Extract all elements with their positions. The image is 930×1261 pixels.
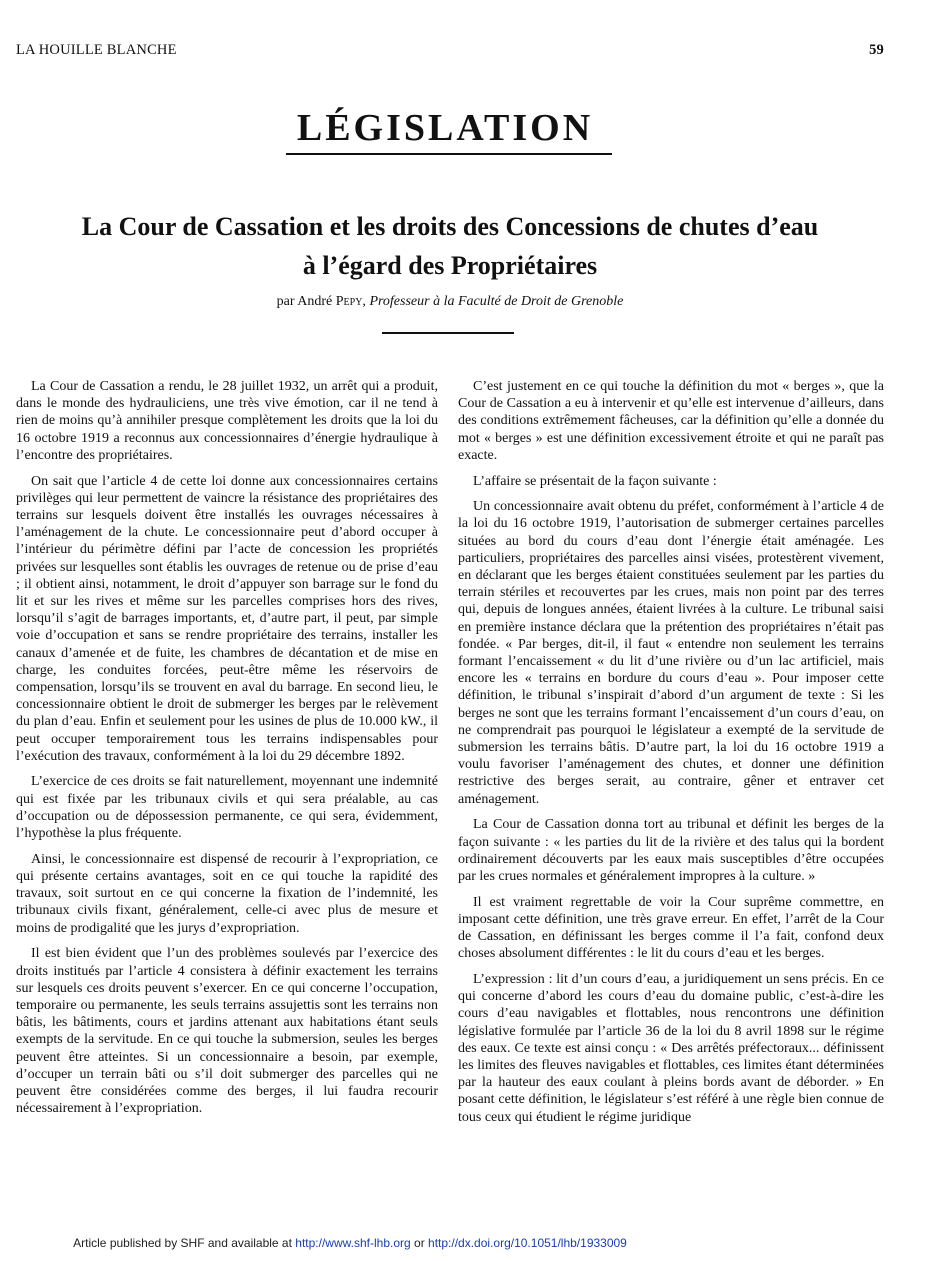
paragraph: L’affaire se présentait de la façon suivante : [473, 473, 717, 489]
paragraph: On sait que l’article 4 de cette loi donne aux concessionnaires certains privilèges qui leur permettent de vaincre la résistance des propriétaires des terrains sur lesquels doivent être installés les ouvrages nécessaires à l’aménagement de la chute. Le concessionnaire peut d’abord occuper à l’intérieur du périmètre défini par l’acte de concession les propriétés privées sur lesquelles sont établis les ouvrages de retenue ou de prise d’eau ; il obtient ainsi, notamment, le droit d’appuyer son barrage sur le fond du lit et sur les rives et même sur les parcelles comprises hors des rives, lorsqu’il s’agit de barrages importants, et, d’autre part, il peut, par simple voie d’occupation et sans se rendre propriétaire des terrains, installer les canaux d’amenée et de fuite, les chambres de décantation et de mise en charge, les conduites forcées, peut-être même les réservoirs de compensation, lorsqu’ils se trouvent en aval du barrage. En second lieu, le concessionnaire obtient le droit de submerger les berges par le relèvement du plan d’eau. Enfin et seulement pour les usines de plus de 10.000 kW., il peut occuper temporairement tous les terrains indispensables pour l’exécution des travaux, conformément à la loi du 29 décembre 1892. [16, 473, 438, 764]
paragraph: La Cour de Cassation donna tort au tribunal et définit les berges de la façon suivante : « les parties du lit de la rivière et des talus qui la bordent ordinairement découverts par les eaux mais susceptibles d’être occupées par les crues normales et généralement impropres à la culture. » [458, 817, 884, 884]
paragraph: L’exercice de ces droits se fait naturellement, moyennant une indemnité qui est fixée par les tribunaux civils et qui sera préalable, au cas d’occupation ou de dépossession permanente, ce qui sera, évidemment, l’hypothèse la plus fréquente. [16, 774, 438, 842]
paragraph: Il est vraiment regrettable de voir la Cour suprême commettre, en imposant cette définition, une très grave erreur. En effet, l’arrêt de la Cour de Cassation, en définissant les berges comme il l’a fait, confond deux choses absolument différentes : le lit du cours d’eau et les berges. [458, 894, 884, 962]
footer-middle: or [414, 1236, 425, 1250]
article-title [0, 207, 900, 285]
article-title-line-2: à l’égard des Propriétaires [302, 251, 598, 280]
footer-link-doi[interactable]: http://dx.doi.org/10.1051/lhb/1933009 [428, 1236, 627, 1250]
footer-prefix: Article published by SHF and available at [73, 1236, 292, 1250]
author-affiliation: Professeur à la Faculté de Droit de Grenoble [369, 294, 624, 309]
paragraph: Ainsi, le concessionnaire est dispensé de recourir à l’expropriation, ce qui présente certains avantages, soit en ce qui touche la rapidité des travaux, soit surtout en ce qui concerne la fixation de l’indemnité, les tribunaux civils fixant, généralement, celle-ci avec plus de mesure et moins de prodigalité que les jurys d’expropriation. [16, 851, 438, 936]
paragraph: Il est bien évident que l’un des problèmes soulevés par l’exercice des droits institués par l’article 4 consistera à définir exactement les terrains sur lesquels ces droits peuvent s’exercer. En ce qui concerne l’occupation, temporaire ou permanente, les seuls terrains assujettis sont les terrains non bâtis, les bâtiments, cours et jardins attenant aux habitations étant seuls exempts de la servitude. En ce qui touche la submersion, seules les berges peuvent être atteintes. Si un concessionnaire a besoin, par exemple, d’occuper un terrain bâti ou s’il doit submerger des parcelles qui ne peuvent être considérées comme des berges, il lui faudra recourir nécessairement à l’expropriation. [16, 946, 438, 1117]
byline-prefix: par André [276, 294, 333, 309]
byline-rule [382, 332, 514, 334]
section-title-rule [286, 153, 612, 155]
byline [0, 294, 900, 310]
running-head [16, 42, 884, 64]
footer-link-shf[interactable]: http://www.shf-lhb.org [295, 1236, 411, 1250]
page-number: 59 [869, 42, 884, 58]
footer-credit [0, 1236, 700, 1250]
paragraph: Un concessionnaire avait obtenu du préfet, conformément à l’article 4 de la loi du 16 octobre 1919, l’autorisation de submerger certaines parcelles situées au bord du cours d’eau dont l’énergie était aménagée. Les particuliers, propriétaires des parcelles ainsi visées, protestèrent vivement, en déclarant que les berges étaient constituées seulement par les parties du terrain stériles et recouvertes par les crues, mais non point par des terres qui, depuis de longues années, étaient livrées à la culture. Le tribunal saisi en première instance déclara que la prétention des propriétaires n’était pas fondée. « Par berges, dit-il, il faut « entendre non seulement les terrains formant l’encaissement « du lit d’une rivière ou d’un lac artificiel, mais encore les « terrains en bordure du cours d’eau ». Pour imposer cette définition, le tribunal s’inspirait d’abord d’un argument de texte : Si les berges ne sont que les terrains formant l’encaissement d’un cours d’eau, on ne comprendrait pas pourquoi le législateur a exempté de la servitude de submersion les terrains bâtis. D’autre part, la loi du 16 octobre 1919 a voulu favoriser l’aménagement des chutes, et donner une définition restrictive des berges serait, au contraire, gêner et entraver cet aménagement. [458, 499, 884, 807]
section-title: LÉGISLATION [296, 107, 594, 149]
paragraph: L’expression : lit d’un cours d’eau, a juridiquement un sens précis. En ce qui concerne d’abord les cours d’eau du domaine public, c’est-à-dire les cours d’eau navigables et flottables, nous rencontrons une définition législative formulée par l’article 36 de la loi du 8 avril 1898 sur le régime des eaux. Ce texte est ainsi conçu : « Des arrêtés préfectoraux... définissent les limites des fleuves navigables et flottables, ces limites étant déterminées par la hauteur des eaux coulant à pleins bords avant de déborder. » En posant cette définition, le législateur s’est référé à une règle bien connue de tous ceux qui étudient le régime juridique [458, 972, 884, 1125]
right-column [458, 378, 884, 1134]
journal-name: LA HOUILLE BLANCHE [16, 42, 177, 58]
paragraph: C’est justement en ce qui touche la définition du mot « berges », que la Cour de Cassation a eu à intervenir et qu’elle est intervenue d’ailleurs, dans des conditions extrêmement fâcheuses, car la définition qu’elle a donnée du mot « berges » est une définition excessivement étroite et qui ne paraît pas exacte. [458, 379, 884, 463]
paragraph: La Cour de Cassation a rendu, le 28 juillet 1932, un arrêt qui a produit, dans le monde des hydrauliciens, une très vive émotion, car il ne tend à rien de moins qu’à annihiler presque complètement les droits que la loi du 16 octobre 1919 a reconnus aux concessionnaires d’énergie hydraulique à l’encontre des propriétaires. [16, 379, 438, 463]
left-column [16, 378, 438, 1126]
author-name: Pepy, [335, 294, 366, 309]
article-title-line-1: La Cour de Cassation et les droits des Concessions de chutes d’eau [81, 212, 819, 241]
